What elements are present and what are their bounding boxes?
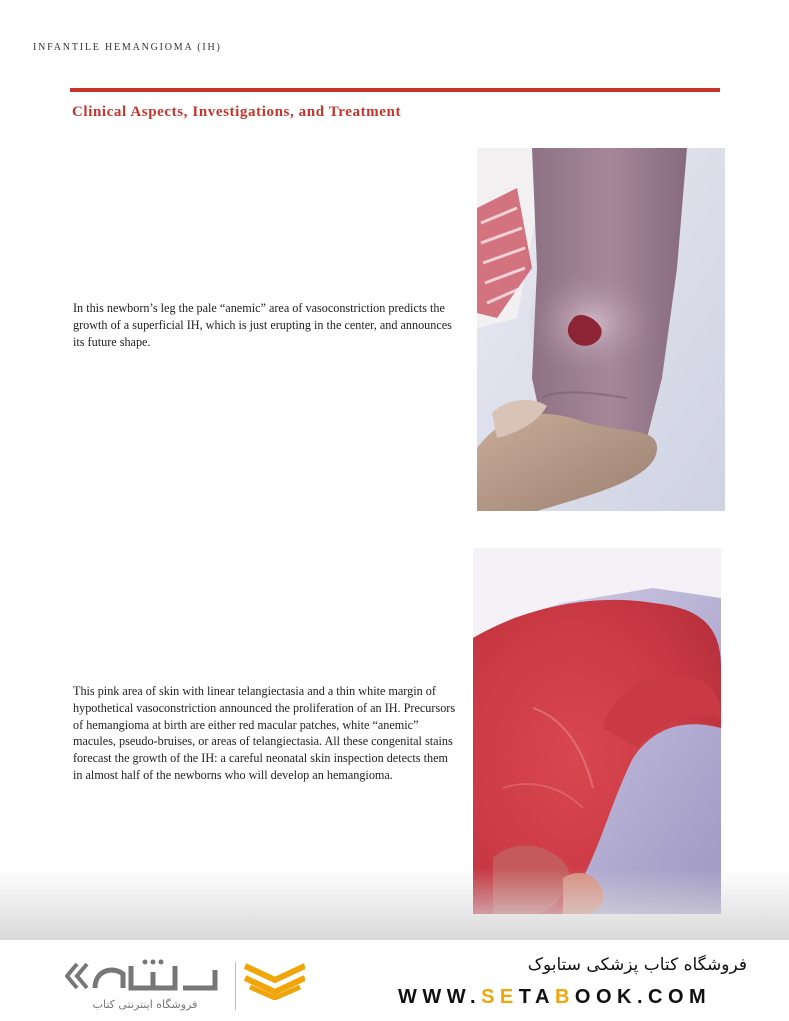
figure-caption-1: In this newborn’s leg the pale “anemic” area of vasoconstriction predicts the growth of a superficial IH, which is just erupting in the center, and announces its future shape. [73, 301, 452, 349]
footer-divider [235, 962, 236, 1010]
section-title: Clinical Aspects, Investigations, and Treatment [72, 104, 402, 120]
shop-url[interactable] [398, 986, 711, 1009]
url-part-3: TA [518, 986, 555, 1008]
url-part-5: OOK.COM [574, 986, 712, 1008]
logo-subtitle: فروشگاه اینترنتی کتاب [92, 998, 198, 1011]
photo-newborn-leg [477, 148, 725, 511]
photo-pink-skin-area [473, 548, 721, 914]
url-part-1: WWW. [398, 986, 482, 1008]
running-head: INFANTILE HEMANGIOMA (IH) [33, 42, 222, 53]
section-rule [70, 88, 720, 92]
url-part-2: SE [481, 986, 519, 1008]
url-part-4: B [554, 986, 575, 1008]
shop-title: فروشگاه کتاب پزشکی ستابوک [527, 955, 747, 975]
page-bottom-shadow [0, 868, 789, 940]
figure-caption-2: This pink area of skin with linear telangiectasia and a thin white margin of hypothetical vasoconstriction announced the proliferation of an IH. Precursors of hemangioma at birth are either red macular patches, white “anemic” macules, pseudo-bruises, or areas of telangiectasia. All these congenital stains forecast the growth of the IH: a careful neonatal skin inspection detects them in almost half of the newborns who will develop an hemangioma. [73, 684, 456, 782]
